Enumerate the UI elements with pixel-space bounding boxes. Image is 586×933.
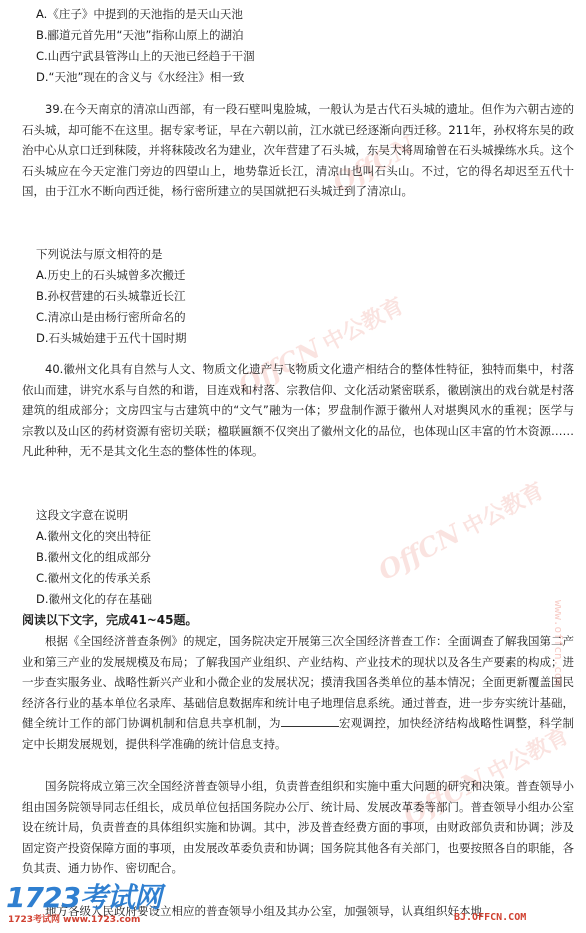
q40-question: 这段文字意在说明 bbox=[36, 508, 128, 522]
watermark-brand-cn: 中公教育 bbox=[458, 478, 549, 542]
site-logo: 1723考试网 bbox=[6, 881, 161, 914]
q39-option-b: B.孙权营建的石头城靠近长江 bbox=[36, 289, 186, 303]
q38-option-c: C.山西宁武县管涔山上的天池已经趋于干涸 bbox=[36, 49, 255, 63]
paragraph-1-text-after: 宏观调控，加快经济结构战略性调整，科学制定中长期发展规划，提供科学准确的统计信息支持。 bbox=[22, 716, 575, 751]
watermark-brand-cn: 中公教育 bbox=[483, 723, 574, 787]
reading-paragraph-2: 国务院将成立第三次全国经济普查领导小组，负责普查组织和实施中重大问题的研究和决策。普查领导小组由国务院领导同志任组长，成员单位包括国务院办公厅、统计局、发展改革委等部门。普查领导小组办公室设在统计局，负责普查的具体组织实施和协调。其中，涉及普查经费方面的事项，由财政部负责和协调；涉及固定资产投资保障方面的事项，由发展改革委负责和协调；国务院其他各有关部门，也要按照各自的职能，各负其责、通力协作、密切配合。 bbox=[22, 779, 574, 876]
q40-option-d: D.徽州文化的存在基础 bbox=[36, 592, 153, 606]
q39-option-a: A.历史上的石头城曾多次搬迁 bbox=[36, 268, 186, 282]
side-watermark-url: www.offcn.com bbox=[552, 600, 565, 687]
fill-in-blank bbox=[281, 714, 339, 727]
q40-option-c: C.徽州文化的传承关系 bbox=[36, 571, 152, 585]
q39-passage: 39.在今天南京的清凉山西部，有一段石壁叫鬼脸城，一般认为是古代石头城的遗址。但作为六朝古迹的石头城，却可能不在这里。据专家考证，早在六朝以前，江水就已经逐渐向西迁移。211年，孙权将东吴的政治中心从京口迁到秣陵，并将秣陵改名为建业，次年营建了石头城，东吴大将周瑜曾在石头城操练水兵。这个石头城应在今天定淮门旁边的四望山上，地势靠近长江，清凉山也叫石头山。不过，它的得名却迟至五代十国，由于江水不断向西迁徙，杨行密所建立的吴国就把石头城迁到了清凉山。 bbox=[22, 102, 574, 199]
watermark-brand-latin: OffCN bbox=[233, 333, 327, 402]
q39-question: 下列说法与原文相符的是 bbox=[36, 247, 163, 261]
q40-option-a: A.徽州文化的突出特征 bbox=[36, 529, 151, 543]
q40-passage: 40.徽州文化具有自然与人文、物质文化遗产与飞物质文化遗产相结合的整体性特征，独特而集中，村落依山而建，讲究水系与自然的和谐，目连戏和村落、宗教信仰、文化活动紧密联系，徽剧演出的戏台就是村落建筑的组成部分；文房四宝与古建筑中的“文气”融为一体；罗盘制作源于徽州人对堪舆风水的重视；医学与宗教以及山区的药材资源有密切关联；楹联匾额不仅突出了徽州文化的品位，也体现山区丰富的竹木资源……凡此种种，无不是其文化生态的整体性的体现。 bbox=[22, 362, 574, 459]
q40-option-b: B.徽州文化的组成部分 bbox=[36, 550, 152, 564]
reading-heading: 阅读以下文字，完成41~45题。 bbox=[22, 613, 198, 627]
q38-option-a: A.《庄子》中提到的天池指的是天山天池 bbox=[36, 7, 243, 21]
site-subtitle: 1723考试网 www.1723.com bbox=[8, 915, 141, 925]
q39-option-c: C.清凉山是由杨行密所命名的 bbox=[36, 310, 186, 324]
paragraph-1-text-before: 根据《全国经济普查条例》的规定，国务院决定开展第三次全国经济普查工作：全面调查了解我国第二产业和第三产业的发展规模及布局；了解我国产业组织、产业结构、产业技术的现状以及各生产要素的构成；进一步查实服务业、战略性新兴产业和小微企业的发展状况；摸清我国各类单位的基本情况；全面更新覆盖国民经济各行业的基本单位名录库、基础信息数据库和统计电子地理信息系统。通过普查，进一步夯实统计基础，健全统计工作的部门协调机制和信息共享机制，为 bbox=[22, 634, 574, 731]
watermark-brand-latin: OffCN bbox=[373, 518, 467, 587]
q38-option-b: B.郦道元首先用“天池”指称山原上的湖泊 bbox=[36, 28, 244, 42]
q39-option-d: D.石头城始建于五代十国时期 bbox=[36, 331, 187, 345]
reading-paragraph-1 bbox=[22, 631, 574, 755]
watermark-brand-cn: 中公教育 bbox=[318, 293, 409, 357]
reading-paragraph-3: 地方各级人民政府要设立相应的普查领导小组及其办公室，加强领导，认真组织好本地 bbox=[45, 904, 482, 918]
watermark-brand-latin: OffCN bbox=[398, 763, 492, 832]
watermark-brand-latin: OffCN bbox=[328, 130, 421, 200]
q38-option-d: D.“天池”现在的含义与《水经注》相一致 bbox=[36, 70, 245, 84]
footer-url: BJ.OFFCN.COM bbox=[454, 912, 527, 923]
